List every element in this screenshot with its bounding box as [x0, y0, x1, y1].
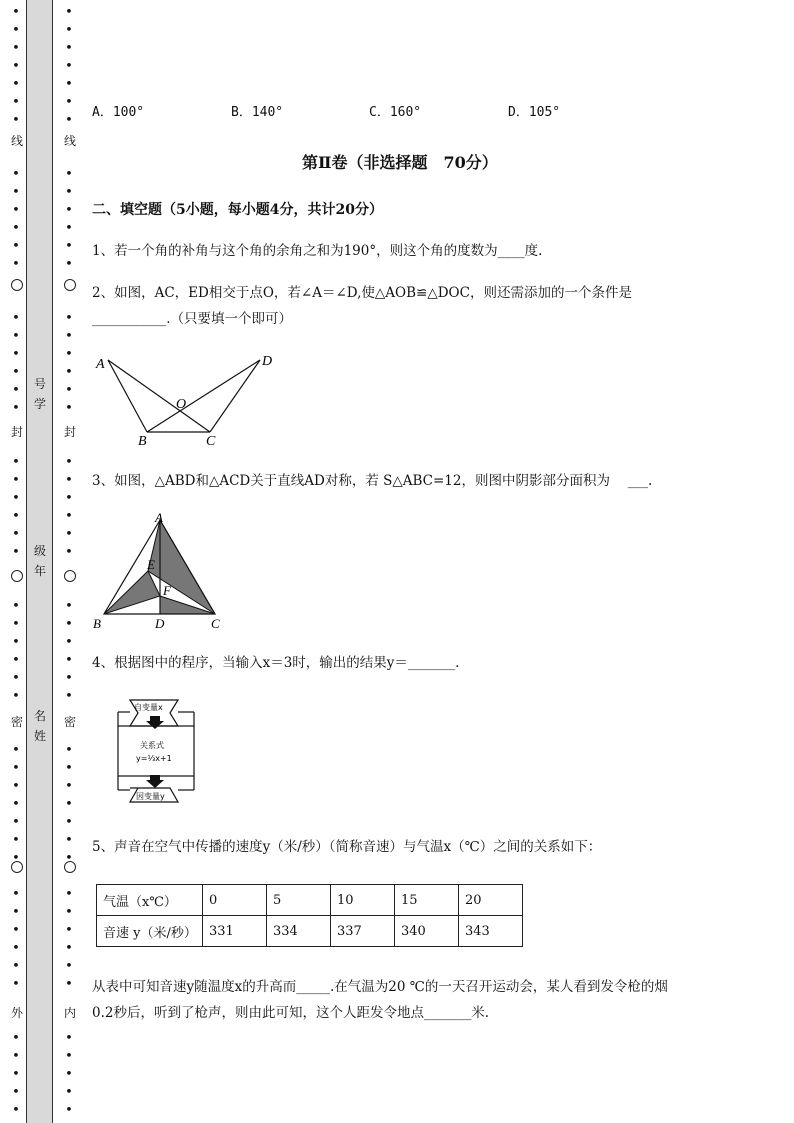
- cut-line-dot: •: [12, 455, 20, 470]
- label-nian: 年: [33, 564, 46, 578]
- table-row: [97, 916, 523, 947]
- cut-line-dot: •: [12, 1085, 20, 1100]
- cut-line-dot: •: [65, 905, 73, 920]
- label-xing: 姓: [33, 729, 46, 743]
- label-ming: 名: [33, 709, 46, 723]
- cut-line-dot: •: [65, 671, 73, 686]
- cut-line-dot: •: [12, 923, 20, 938]
- cut-line-dot: •: [65, 1085, 73, 1100]
- cut-line-dot: •: [65, 527, 73, 542]
- mark-right-nei: 内: [63, 1006, 76, 1020]
- cut-line-dot: •: [65, 923, 73, 938]
- table-cell: 331: [203, 916, 267, 947]
- cut-line-dot: •: [65, 473, 73, 488]
- cut-line-dot: •: [65, 1049, 73, 1064]
- table-cell: 10: [331, 885, 395, 916]
- cut-line-dot: •: [12, 959, 20, 974]
- cut-line-dot: •: [12, 221, 20, 236]
- cut-line-dot: •: [12, 509, 20, 524]
- cut-line-dot: •: [12, 383, 20, 398]
- cut-line-dot: •: [12, 473, 20, 488]
- hole-right-2: [64, 570, 76, 582]
- cut-line-dot: •: [65, 257, 73, 272]
- cut-line-dot: •: [65, 5, 73, 20]
- table-cell: 5: [267, 885, 331, 916]
- question-4: 4、根据图中的程序，当输入x＝3时，输出的结果y＝_______.: [92, 655, 460, 671]
- cut-line-dot: •: [65, 77, 73, 92]
- option-b: B．140°: [231, 105, 284, 120]
- cut-line-dot: •: [65, 311, 73, 326]
- cut-line-dot: •: [12, 761, 20, 776]
- cut-line-dot: •: [12, 239, 20, 254]
- cut-line-dot: •: [65, 797, 73, 812]
- cut-line-dot: •: [12, 851, 20, 866]
- hole-right-1: [64, 279, 76, 291]
- cut-line-dot: •: [12, 689, 20, 704]
- figure-3-triangle: [90, 510, 230, 635]
- figure-2-angles: [92, 348, 282, 448]
- cut-line-dot: •: [12, 167, 20, 182]
- cut-line-dot: •: [12, 653, 20, 668]
- question-1: 1、若一个角的补角与这个角的余角之和为190°，则这个角的度数为____度.: [92, 243, 543, 259]
- cut-line-dot: •: [65, 95, 73, 110]
- cut-line-dot: •: [12, 833, 20, 848]
- cut-line-dot: •: [65, 491, 73, 506]
- cut-line-dot: •: [65, 1103, 73, 1118]
- cut-line-dot: •: [12, 329, 20, 344]
- question-2-line2: ___________.（只要填一个即可）: [92, 311, 293, 327]
- cut-line-dot: •: [12, 347, 20, 362]
- section-title: 第Ⅱ卷（非选择题 70分）: [302, 153, 498, 172]
- cut-line-dot: •: [65, 113, 73, 128]
- cut-line-dot: •: [65, 779, 73, 794]
- cut-line-dot: •: [65, 167, 73, 182]
- cut-line-dot: •: [65, 851, 73, 866]
- option-d: D．105°: [508, 105, 561, 120]
- fig3-label-a: A: [155, 510, 163, 525]
- cut-line-dot: •: [65, 185, 73, 200]
- fig4-formula: y=⅓x+1: [136, 754, 172, 763]
- fig2-label-a: A: [96, 357, 105, 372]
- cut-line-dot: •: [12, 401, 20, 416]
- mark-right-mi: 密: [63, 715, 76, 729]
- cut-line-dot: •: [12, 185, 20, 200]
- table-cell: 340: [395, 916, 459, 947]
- cut-line-dot: •: [12, 95, 20, 110]
- fig3-label-b: B: [93, 616, 101, 631]
- cut-line-dot: •: [65, 59, 73, 74]
- cut-line-dot: •: [65, 689, 73, 704]
- fig2-label-c: C: [206, 434, 216, 448]
- mark-left-feng: 封: [10, 425, 23, 439]
- cut-line-dot: •: [65, 509, 73, 524]
- cut-line-dot: •: [65, 365, 73, 380]
- cut-line-dot: •: [65, 635, 73, 650]
- cut-line-dot: •: [12, 203, 20, 218]
- cut-line-dot: •: [12, 905, 20, 920]
- cut-line-dot: •: [65, 545, 73, 560]
- hole-left-2: [11, 570, 23, 582]
- cut-line-dot: •: [12, 779, 20, 794]
- option-a: A．100°: [92, 105, 145, 120]
- cut-line-dot: •: [12, 743, 20, 758]
- table-cell: 337: [331, 916, 395, 947]
- fig4-formula-title: 关系式: [140, 741, 164, 750]
- question-2-line1: 2、如图，AC，ED相交于点O，若∠A＝∠D,使△AOB≌△DOC，则还需添加的一个条件是: [92, 285, 632, 301]
- cut-line-dot: •: [12, 797, 20, 812]
- mark-right-xian: 线: [63, 134, 76, 148]
- cut-line-dot: •: [12, 257, 20, 272]
- cut-line-dot: •: [65, 959, 73, 974]
- cut-line-dot: •: [65, 761, 73, 776]
- option-c: C．160°: [369, 105, 422, 120]
- cut-line-dot: •: [65, 887, 73, 902]
- mark-right-feng: 封: [63, 425, 76, 439]
- cut-line-dot: •: [65, 221, 73, 236]
- cut-line-dot: •: [12, 1103, 20, 1118]
- cut-line-dot: •: [12, 41, 20, 56]
- cut-line-dot: •: [12, 941, 20, 956]
- cut-line-dot: •: [12, 599, 20, 614]
- cut-line-dot: •: [12, 671, 20, 686]
- mark-left-mi: 密: [10, 715, 23, 729]
- cut-line-dot: •: [65, 653, 73, 668]
- cut-line-dot: •: [12, 365, 20, 380]
- table-cell: 343: [459, 916, 523, 947]
- cut-line-dot: •: [65, 383, 73, 398]
- label-hao: 号: [33, 377, 46, 391]
- cut-line-dot: •: [65, 401, 73, 416]
- fig4-input-label: 自变量x: [134, 703, 163, 712]
- cut-line-dot: •: [12, 635, 20, 650]
- cut-line-dot: •: [65, 977, 73, 992]
- fig2-label-b: B: [138, 434, 147, 448]
- fig3-label-c: C: [211, 616, 220, 631]
- binding-column: [26, 0, 53, 1123]
- speed-temperature-table: [96, 884, 523, 947]
- cut-line-dot: •: [12, 5, 20, 20]
- question-3: 3、如图，△ABD和△ACD关于直线AD对称，若 S△ABC=12，则图中阴影部分面积为 ___.: [92, 473, 653, 489]
- figure-4-program: [110, 698, 210, 808]
- question-5-text-line2: 0.2秒后，听到了枪声，则由此可知，这个人距发令地点_______米.: [92, 1005, 490, 1021]
- cut-line-dot: •: [65, 455, 73, 470]
- cut-line-dot: •: [12, 1049, 20, 1064]
- table-cell: 20: [459, 885, 523, 916]
- label-ji: 级: [33, 544, 46, 558]
- table-cell: 0: [203, 885, 267, 916]
- cut-line-dot: •: [65, 1031, 73, 1046]
- cut-line-dot: •: [65, 599, 73, 614]
- fig2-label-o: O: [176, 397, 187, 412]
- section-heading: 二、填空题（5小题，每小题4分，共计20分）: [92, 202, 383, 218]
- table-row: [97, 885, 523, 916]
- fig4-output-label: 因变量y: [136, 792, 165, 801]
- cut-line-dot: •: [12, 113, 20, 128]
- table-cell: 334: [267, 916, 331, 947]
- cut-line-dot: •: [65, 743, 73, 758]
- cut-line-dot: •: [12, 59, 20, 74]
- label-xue: 学: [33, 397, 46, 411]
- mark-left-xian: 线: [10, 134, 23, 148]
- fig3-label-e: E: [147, 557, 155, 572]
- question-5-text-line1: 从表中可知音速y随温度x的升高而_____.在气温为20 ℃的一天召开运动会，某人看到发令枪的烟: [92, 979, 668, 995]
- cut-line-dot: •: [65, 239, 73, 254]
- table-cell: 气温（x℃）: [97, 885, 203, 916]
- cut-line-dot: •: [65, 833, 73, 848]
- cut-line-dot: •: [65, 203, 73, 218]
- cut-line-dot: •: [12, 545, 20, 560]
- cut-line-dot: •: [12, 1067, 20, 1082]
- cut-line-dot: •: [12, 617, 20, 632]
- cut-line-dot: •: [12, 491, 20, 506]
- cut-line-dot: •: [65, 815, 73, 830]
- cut-line-dot: •: [65, 23, 73, 38]
- table-cell: 15: [395, 885, 459, 916]
- hole-left-1: [11, 279, 23, 291]
- cut-line-dot: •: [12, 1031, 20, 1046]
- cut-line-dot: •: [65, 1067, 73, 1082]
- cut-line-dot: •: [12, 887, 20, 902]
- cut-line-dot: •: [12, 527, 20, 542]
- cut-line-dot: •: [65, 329, 73, 344]
- question-5: 5、声音在空气中传播的速度y（米/秒）（简称音速）与气温x（℃）之间的关系如下：: [92, 839, 602, 855]
- cut-line-dot: •: [65, 617, 73, 632]
- binding-margin: [0, 0, 82, 1123]
- cut-line-dot: •: [12, 23, 20, 38]
- table-cell: 音速 y（米/秒）: [97, 916, 203, 947]
- cut-line-dot: •: [12, 815, 20, 830]
- mark-left-wai: 外: [10, 1006, 23, 1020]
- fig3-label-f: F: [163, 583, 171, 598]
- cut-line-dot: •: [65, 41, 73, 56]
- cut-line-dot: •: [65, 941, 73, 956]
- cut-line-dot: •: [12, 311, 20, 326]
- fig3-label-d: D: [155, 616, 165, 631]
- cut-line-dot: •: [12, 977, 20, 992]
- fig2-label-d: D: [262, 354, 273, 369]
- cut-line-dot: •: [65, 347, 73, 362]
- cut-line-dot: •: [12, 77, 20, 92]
